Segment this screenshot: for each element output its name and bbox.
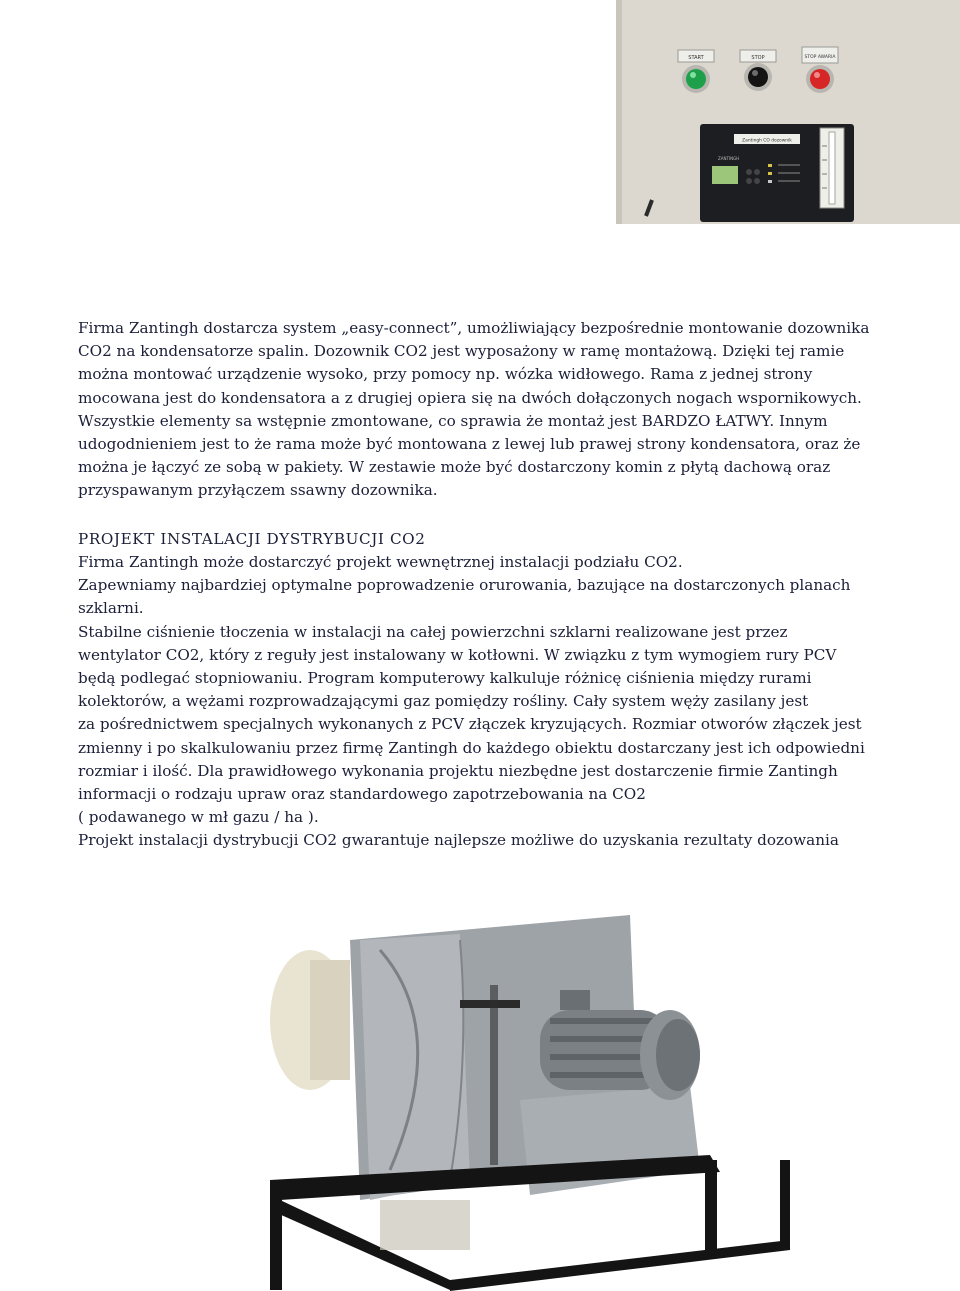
control-panel-photo (616, 0, 960, 224)
section-line: Projekt instalacji dystrybucji CO2 gwarantuje najlepsze możliwe do uzyskania rezultaty dozowania (78, 831, 839, 850)
section-line: rozmiar i ilość. Dla prawidłowego wykonania projektu niezbędne jest dostarczenie firmie Zantingh (78, 761, 838, 780)
controller-display (712, 166, 738, 184)
label-stop: STOP (751, 55, 765, 61)
section-line: wentylator CO2, który z reguły jest instalowany w kotłowni. W związku z tym wymogiem rury PCV (78, 645, 837, 664)
section-line: szklarni. (78, 599, 144, 618)
section-line: za pośrednictwem specjalnych wykonanych z PCV złączek kryzujących. Rozmiar otworów złączek jest (78, 715, 862, 734)
black-button (744, 63, 772, 91)
intro-line: mocowana jest do kondensatora a z drugiej opiera się na dwóch dołączonych nogach wspornikowych. (78, 388, 862, 407)
intro-line: przyspawanym przyłączem ssawny dozownika. (78, 481, 438, 500)
section-line: Stabilne ciśnienie tłoczenia w instalacji na całej powierzchni szklarni realizowane jest przez (78, 622, 788, 641)
intro-line: Wszystkie elementy sa wstępnie zmontowane, co sprawia że montaż jest BARDZO ŁATWY. Innym (78, 411, 828, 430)
red-button (806, 65, 834, 93)
intro-line: Firma Zantingh dostarcza system „easy-connect”, umożliwiający bezpośrednie montowanie dozownika (78, 319, 870, 337)
section-line: zmienny i po skalkulowaniu przez firmę Zantingh do każdego obiektu dostarczany jest ich odpowiedni (78, 738, 865, 757)
green-button (682, 65, 710, 93)
section-line: Zapewniamy najbardziej optymalne poprowadzenie orurowania, bazujące na dostarczonych planach (78, 576, 851, 595)
intro-paragraph (78, 317, 898, 503)
section-line: Firma Zantingh może dostarczyć projekt wewnętrznej instalacji podziału CO2. (78, 553, 683, 571)
controller-label: Zantingh CO dozownik (742, 138, 792, 144)
section-line: będą podlegać stopniowaniu. Program komputerowy kalkuluje różnicę ciśnienia między rurami (78, 669, 812, 688)
intro-line: można je łączyć ze sobą w pakiety. W zestawie może być dostarczony komin z płytą dachową oraz (78, 458, 831, 477)
fan-unit-photo (250, 910, 810, 1291)
intro-line: udogodnieniem jest to że rama może być montowana z lewej lub prawej strony kondensatora, oraz że (78, 435, 861, 454)
section-line: kolektorów, a wężami rozprowadzającymi gaz pomiędzy rośliny. Cały system węży zasilany jest (78, 692, 809, 711)
section-line: informacji o rodzaju upraw oraz standardowego zapotrzebowania na CO2 (78, 785, 646, 804)
section-line: ( podawanego w mł gazu / ha ). (78, 808, 319, 827)
section-heading: PROJEKT INSTALACJI DYSTRYBUCJI CO2 (78, 530, 426, 548)
intro-line: można montować urządzenie wysoko, przy pomocy np. wózka widłowego. Rama z jednej strony (78, 365, 813, 384)
label-stop-awaria: STOP AWARIA (804, 55, 836, 60)
section-body (78, 551, 898, 853)
label-start: START (688, 55, 704, 61)
controller-brand: ZANTINGH (718, 156, 740, 161)
flow-meter (820, 128, 844, 208)
intro-line: CO2 na kondensatorze spalin. Dozownik CO2 jest wyposażony w ramę montażową. Dzięki tej ramie (78, 342, 845, 361)
support-frame (270, 1155, 790, 1291)
